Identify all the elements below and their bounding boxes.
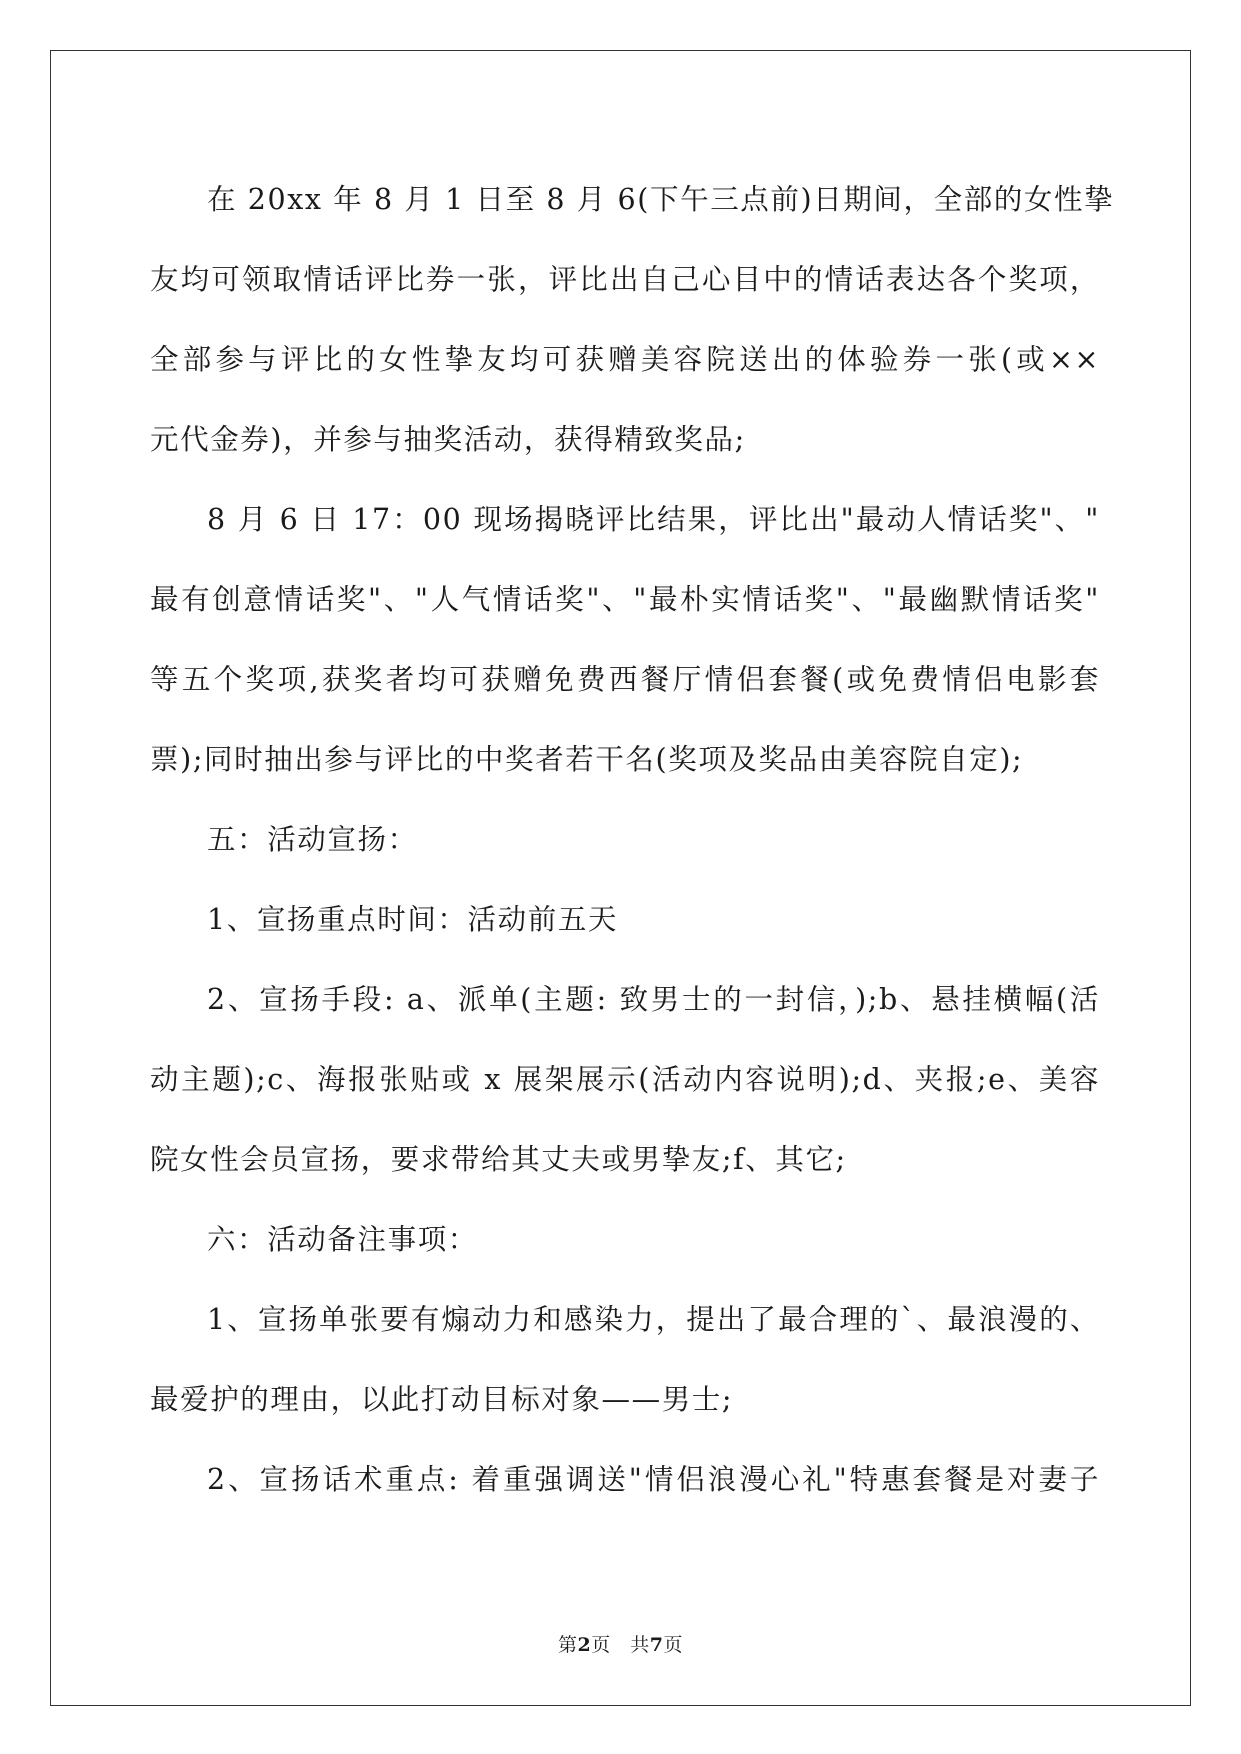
paragraph-line: 1、宣扬重点时间：活动前五天 — [207, 903, 619, 936]
footer-middle: 页 共 — [591, 1634, 650, 1656]
total-pages-number: 7 — [649, 1634, 664, 1656]
paragraph-line: 全部参与评比的女性挚友均可获赠美容院送出的体验券一张(或×× — [150, 343, 1100, 376]
section-heading: 五：活动宣扬： — [207, 823, 418, 856]
paragraph-line: 8 月 6 日 17：00 现场揭晓评比结果，评比出"最动人情话奖"、" — [207, 503, 1100, 536]
section-heading: 六：活动备注事项： — [207, 1223, 478, 1256]
paragraph-line: 元代金券)，并参与抽奖活动，获得精致奖品; — [150, 423, 746, 456]
footer-suffix: 页 — [663, 1634, 683, 1656]
paragraph-line: 最爱护的理由，以此打动目标对象——男士; — [150, 1383, 734, 1416]
current-page-number: 2 — [577, 1634, 592, 1656]
paragraph-line: 1、宣扬单张要有煽动力和感染力，提出了最合理的`、最浪漫的、 — [207, 1303, 1100, 1336]
paragraph-line: 2、宣扬手段: a、派单(主题: 致男士的一封信，);b、悬挂横幅(活 — [207, 983, 1100, 1016]
document-body — [150, 160, 1115, 1520]
paragraph-line: 在 20xx 年 8 月 1 日至 8 月 6(下午三点前)日期间，全部的女性挚 — [207, 183, 1115, 216]
paragraph-line: 最有创意情话奖"、"人气情话奖"、"最朴实情话奖"、"最幽默情话奖" — [150, 583, 1100, 616]
paragraph-line: 院女性会员宣扬，要求带给其丈夫或男挚友;f、其它; — [150, 1143, 847, 1176]
paragraph-line: 2、宣扬话术重点: 着重强调送"情侣浪漫心礼"特惠套餐是对妻子 — [207, 1463, 1100, 1496]
paragraph-line: 票);同时抽出参与评比的中奖者若干名(奖项及奖品由美容院自定); — [150, 743, 1024, 776]
footer-prefix: 第 — [557, 1634, 578, 1656]
paragraph-line: 动主题);c、海报张贴或 x 展架展示(活动内容说明);d、夹报;e、美容 — [150, 1063, 1100, 1096]
page-footer — [0, 1630, 1241, 1657]
paragraph-line: 等五个奖项,获奖者均可获赠免费西餐厅情侣套餐(或免费情侣电影套 — [150, 663, 1100, 696]
paragraph-line: 友均可领取情话评比券一张，评比出自己心目中的情话表达各个奖项， — [150, 263, 1100, 296]
